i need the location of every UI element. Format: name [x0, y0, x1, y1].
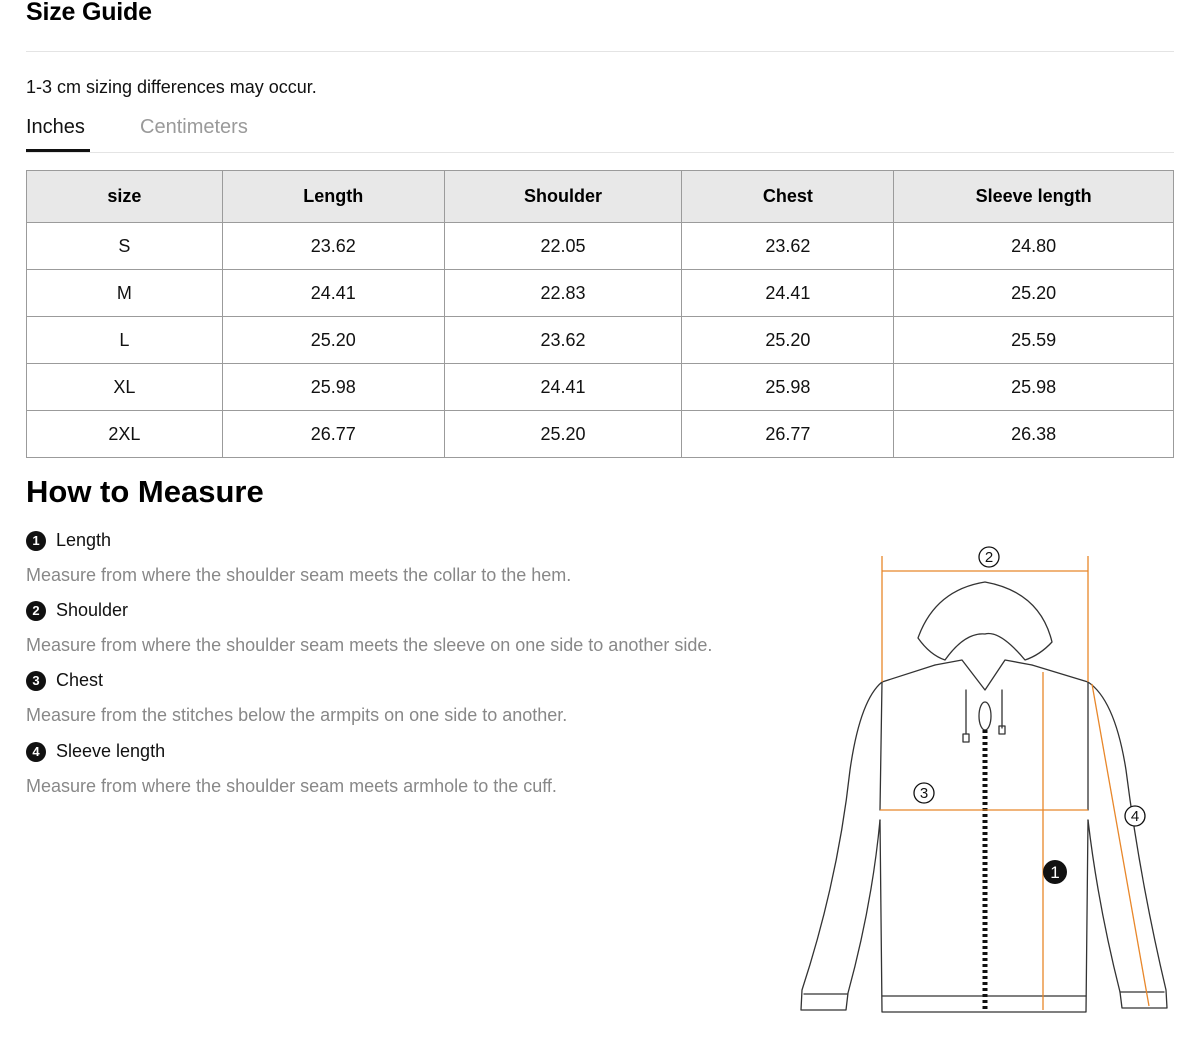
table-cell: 25.20 [894, 270, 1174, 317]
table-row [27, 364, 1174, 411]
number-1-badge-icon: 1 [26, 531, 46, 551]
marker-3-icon [914, 783, 934, 803]
aglet-left [963, 734, 969, 742]
table-cell: S [27, 223, 223, 270]
table-cell: 23.62 [222, 223, 444, 270]
table-row [27, 317, 1174, 364]
column-header: Shoulder [444, 171, 682, 223]
title-divider [26, 51, 1174, 52]
unit-tabs [26, 113, 1174, 153]
table-row [27, 270, 1174, 317]
measure-label: Length [56, 530, 112, 550]
column-header: Chest [682, 171, 894, 223]
table-cell: 25.98 [682, 364, 894, 411]
table-cell: 24.41 [222, 270, 444, 317]
table-cell: L [27, 317, 223, 364]
svg-text:3: 3 [919, 785, 929, 802]
body-left [801, 665, 935, 1010]
measure-label: Chest [56, 670, 104, 690]
table-cell: 25.59 [894, 317, 1174, 364]
marker-2-icon [979, 547, 999, 567]
measure-label: Sleeve length [56, 741, 166, 761]
measure-label: Shoulder [56, 600, 129, 620]
tab-inches[interactable]: Inches [26, 116, 85, 138]
zipper-pull [979, 702, 991, 730]
svg-text:1: 1 [1050, 863, 1060, 882]
body-right [1032, 665, 1167, 1008]
number-3-badge-icon: 3 [26, 671, 46, 691]
marker-4-icon [1125, 806, 1145, 826]
table-row [27, 223, 1174, 270]
sleeve-line [1092, 684, 1149, 1006]
column-header: Sleeve length [894, 171, 1174, 223]
number-4-badge-icon: 4 [26, 742, 46, 762]
measure-description: Measure from where the shoulder seam meets armhole to the cuff. [26, 776, 557, 796]
measure-description: Measure from the stitches below the armpits on one side to another. [26, 705, 568, 725]
column-header: size [27, 171, 223, 223]
tab-centimeters[interactable]: Centimeters [140, 116, 248, 138]
svg-text:4: 4 [1130, 808, 1140, 825]
measure-item-shoulder [26, 600, 712, 656]
sizing-note: 1-3 cm sizing differences may occur. [26, 77, 317, 97]
table-cell: 25.98 [222, 364, 444, 411]
table-cell: 26.38 [894, 411, 1174, 458]
table-cell: 23.62 [682, 223, 894, 270]
page-title: Size Guide [26, 0, 152, 26]
table-cell: 24.41 [444, 364, 682, 411]
how-to-measure-title: How to Measure [26, 474, 264, 509]
table-cell: 23.62 [444, 317, 682, 364]
measure-item-length [26, 530, 571, 586]
table-header-row [27, 171, 1174, 223]
table-cell: 25.20 [682, 317, 894, 364]
table-cell: XL [27, 364, 223, 411]
table-row [27, 411, 1174, 458]
measure-description: Measure from where the shoulder seam meets the collar to the hem. [26, 565, 572, 585]
table-cell: 24.80 [894, 223, 1174, 270]
table-cell: 26.77 [682, 411, 894, 458]
diagram-markers [914, 547, 1145, 884]
table-cell: 2XL [27, 411, 223, 458]
hood-lining [935, 660, 1032, 690]
column-header: Length [222, 171, 444, 223]
table-cell: 22.83 [444, 270, 682, 317]
hoodie-measurement-diagram [790, 540, 1190, 1020]
active-tab-underline [26, 149, 90, 152]
svg-text:2: 2 [984, 549, 994, 566]
table-cell: 22.05 [444, 223, 682, 270]
measure-item-sleeve-length [26, 741, 557, 797]
measure-item-chest [26, 670, 567, 726]
hood [918, 582, 1052, 660]
table-cell: 25.20 [222, 317, 444, 364]
table-cell: 26.77 [222, 411, 444, 458]
measure-description: Measure from where the shoulder seam meets the sleeve on one side to another side. [26, 635, 713, 655]
table-cell: M [27, 270, 223, 317]
armhole-left [880, 682, 882, 810]
number-2-badge-icon: 2 [26, 601, 46, 621]
size-table [26, 170, 1174, 458]
marker-1-icon [1043, 860, 1067, 884]
table-cell: 24.41 [682, 270, 894, 317]
table-cell: 25.20 [444, 411, 682, 458]
table-cell: 25.98 [894, 364, 1174, 411]
